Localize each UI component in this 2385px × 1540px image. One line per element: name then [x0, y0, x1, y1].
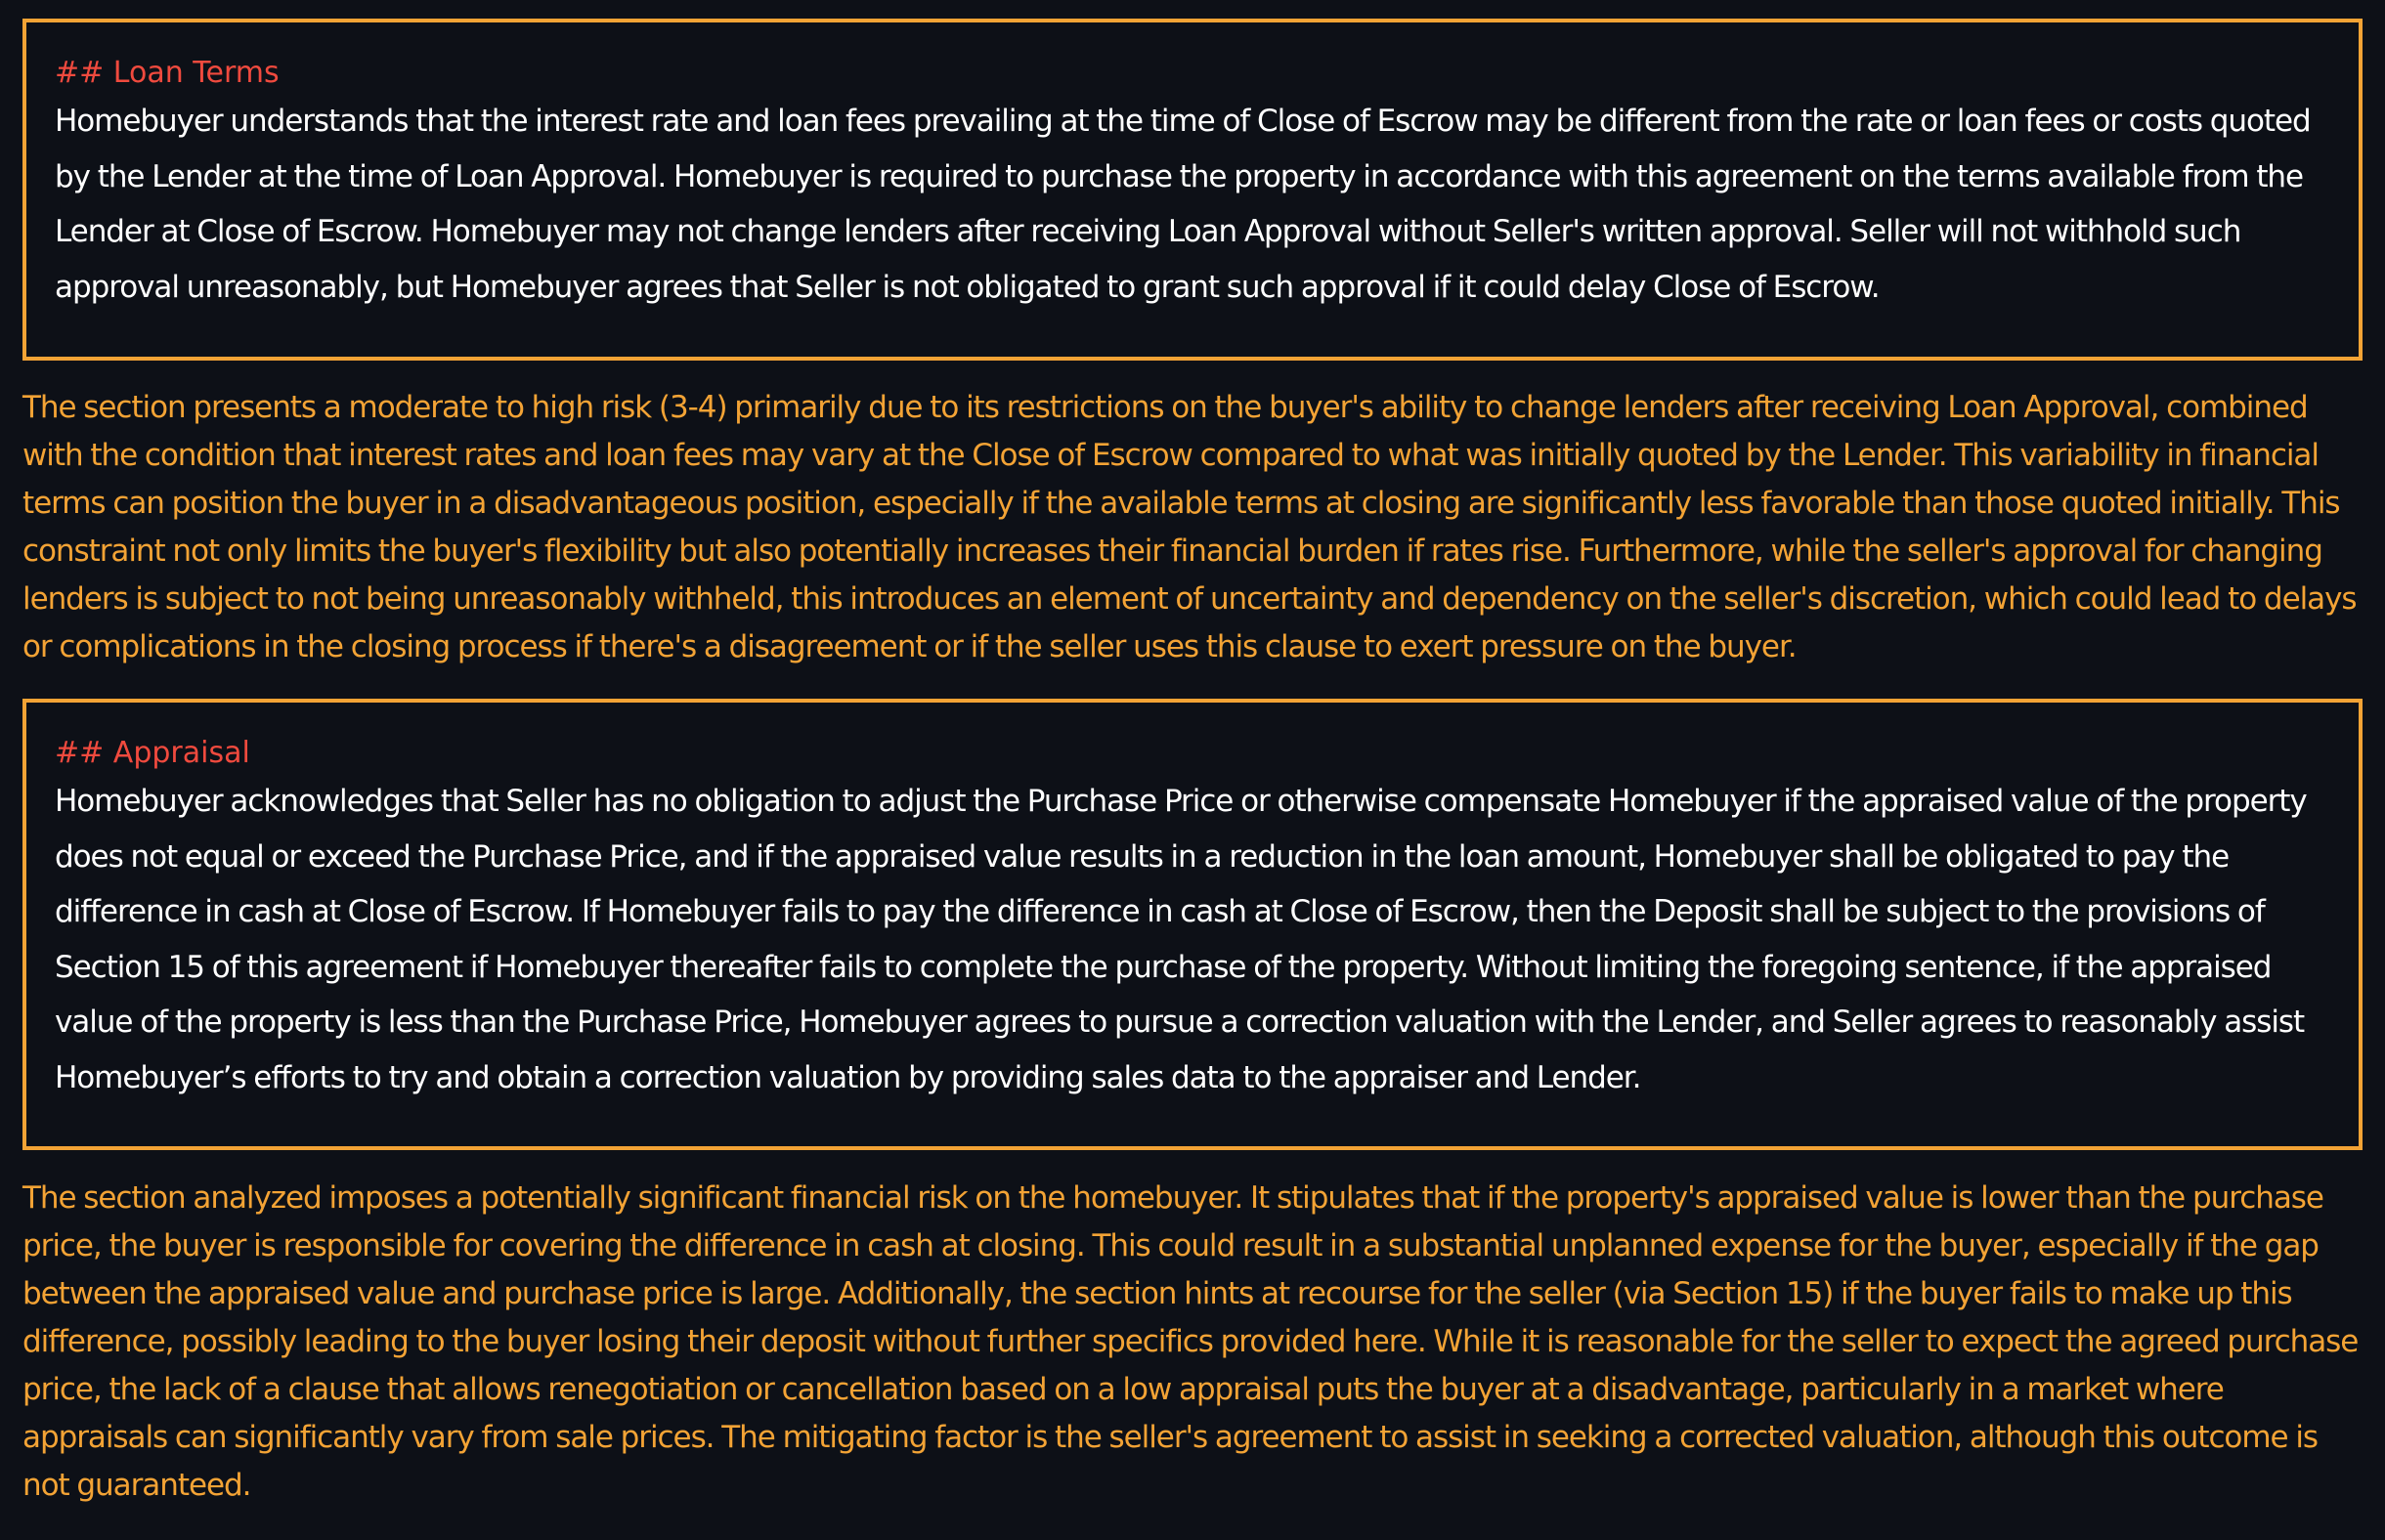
- appraisal-section: [22, 699, 2363, 1150]
- loan-terms-section: [22, 19, 2363, 361]
- section-heading: ## Loan Terms: [55, 56, 280, 90]
- section-heading: ## Appraisal: [55, 736, 250, 770]
- section-body-text: Homebuyer understands that the interest rate and loan fees prevailing at the time of Close of Escrow may be different from the rate or loan fees or costs quoted by the Lender at the time of Loan Approval. Homebuyer is required to purchase the property in accordance with this agreement on the terms available from the Lender at Close of Escrow. Homebuyer may not change lenders after receiving Loan Approval without Seller's written approval. Seller will not withhold such approval unreasonably, but Homebuyer agrees that Seller is not obligated to grant such approval if it could delay Close of Escrow.: [55, 104, 2311, 305]
- loan-terms-risk-analysis: The section presents a moderate to high risk (3-4) primarily due to its restrictions on the buyer's ability to change lenders after receiving Loan Approval, combined with the condition that interest rates and loan fees may vary at the Close of Escrow compared to what was initially quoted by the Lender. This variability in financial terms can position the buyer in a disadvantageous position, especially if the available terms at closing are significantly less favorable than those quoted initially. This constraint not only limits the buyer's flexibility but also potentially increases their financial burden if rates rise. Furthermore, while the seller's approval for changing lenders is subject to not being unreasonably withheld, this introduces an element of uncertainty and dependency on the seller's discretion, which could lead to delays or complications in the closing process if there's a disagreement or if the seller uses this clause to exert pressure on the buyer.: [22, 390, 2357, 664]
- section-body-text: Homebuyer acknowledges that Seller has no obligation to adjust the Purchase Price or otherwise compensate Homebuyer if the appraised value of the property does not equal or exceed the Purchase Price, and if the appraised value results in a reduction in the loan amount, Homebuyer shall be obligated to pay the difference in cash at Close of Escrow. If Homebuyer fails to pay the difference in cash at Close of Escrow, then the Deposit shall be subject to the provisions of Section 15 of this agreement if Homebuyer thereafter fails to complete the purchase of the property. Without limiting the foregoing sentence, if the appraised value of the property is less than the Purchase Price, Homebuyer agrees to pursue a correction valuation with the Lender, and Seller agrees to reasonably assist Homebuyer’s efforts to try and obtain a correction valuation by providing sales data to the appraiser and Lender.: [55, 784, 2307, 1095]
- appraisal-risk-analysis: The section analyzed imposes a potentially significant financial risk on the homebuyer. It stipulates that if the property's appraised value is lower than the purchase price, the buyer is responsible for covering the difference in cash at closing. This could result in a substantial unplanned expense for the buyer, especially if the gap between the appraised value and purchase price is large. Additionally, the section hints at recourse for the seller (via Section 15) if the buyer fails to make up this difference, possibly leading to the buyer losing their deposit without further specifics provided here. While it is reasonable for the seller to expect the agreed purchase price, the lack of a clause that allows renegotiation or cancellation based on a low appraisal puts the buyer at a disadvantage, particularly in a market where appraisals can significantly vary from sale prices. The mitigating factor is the seller's agreement to assist in seeking a corrected valuation, although this outcome is not guaranteed.: [22, 1180, 2359, 1503]
